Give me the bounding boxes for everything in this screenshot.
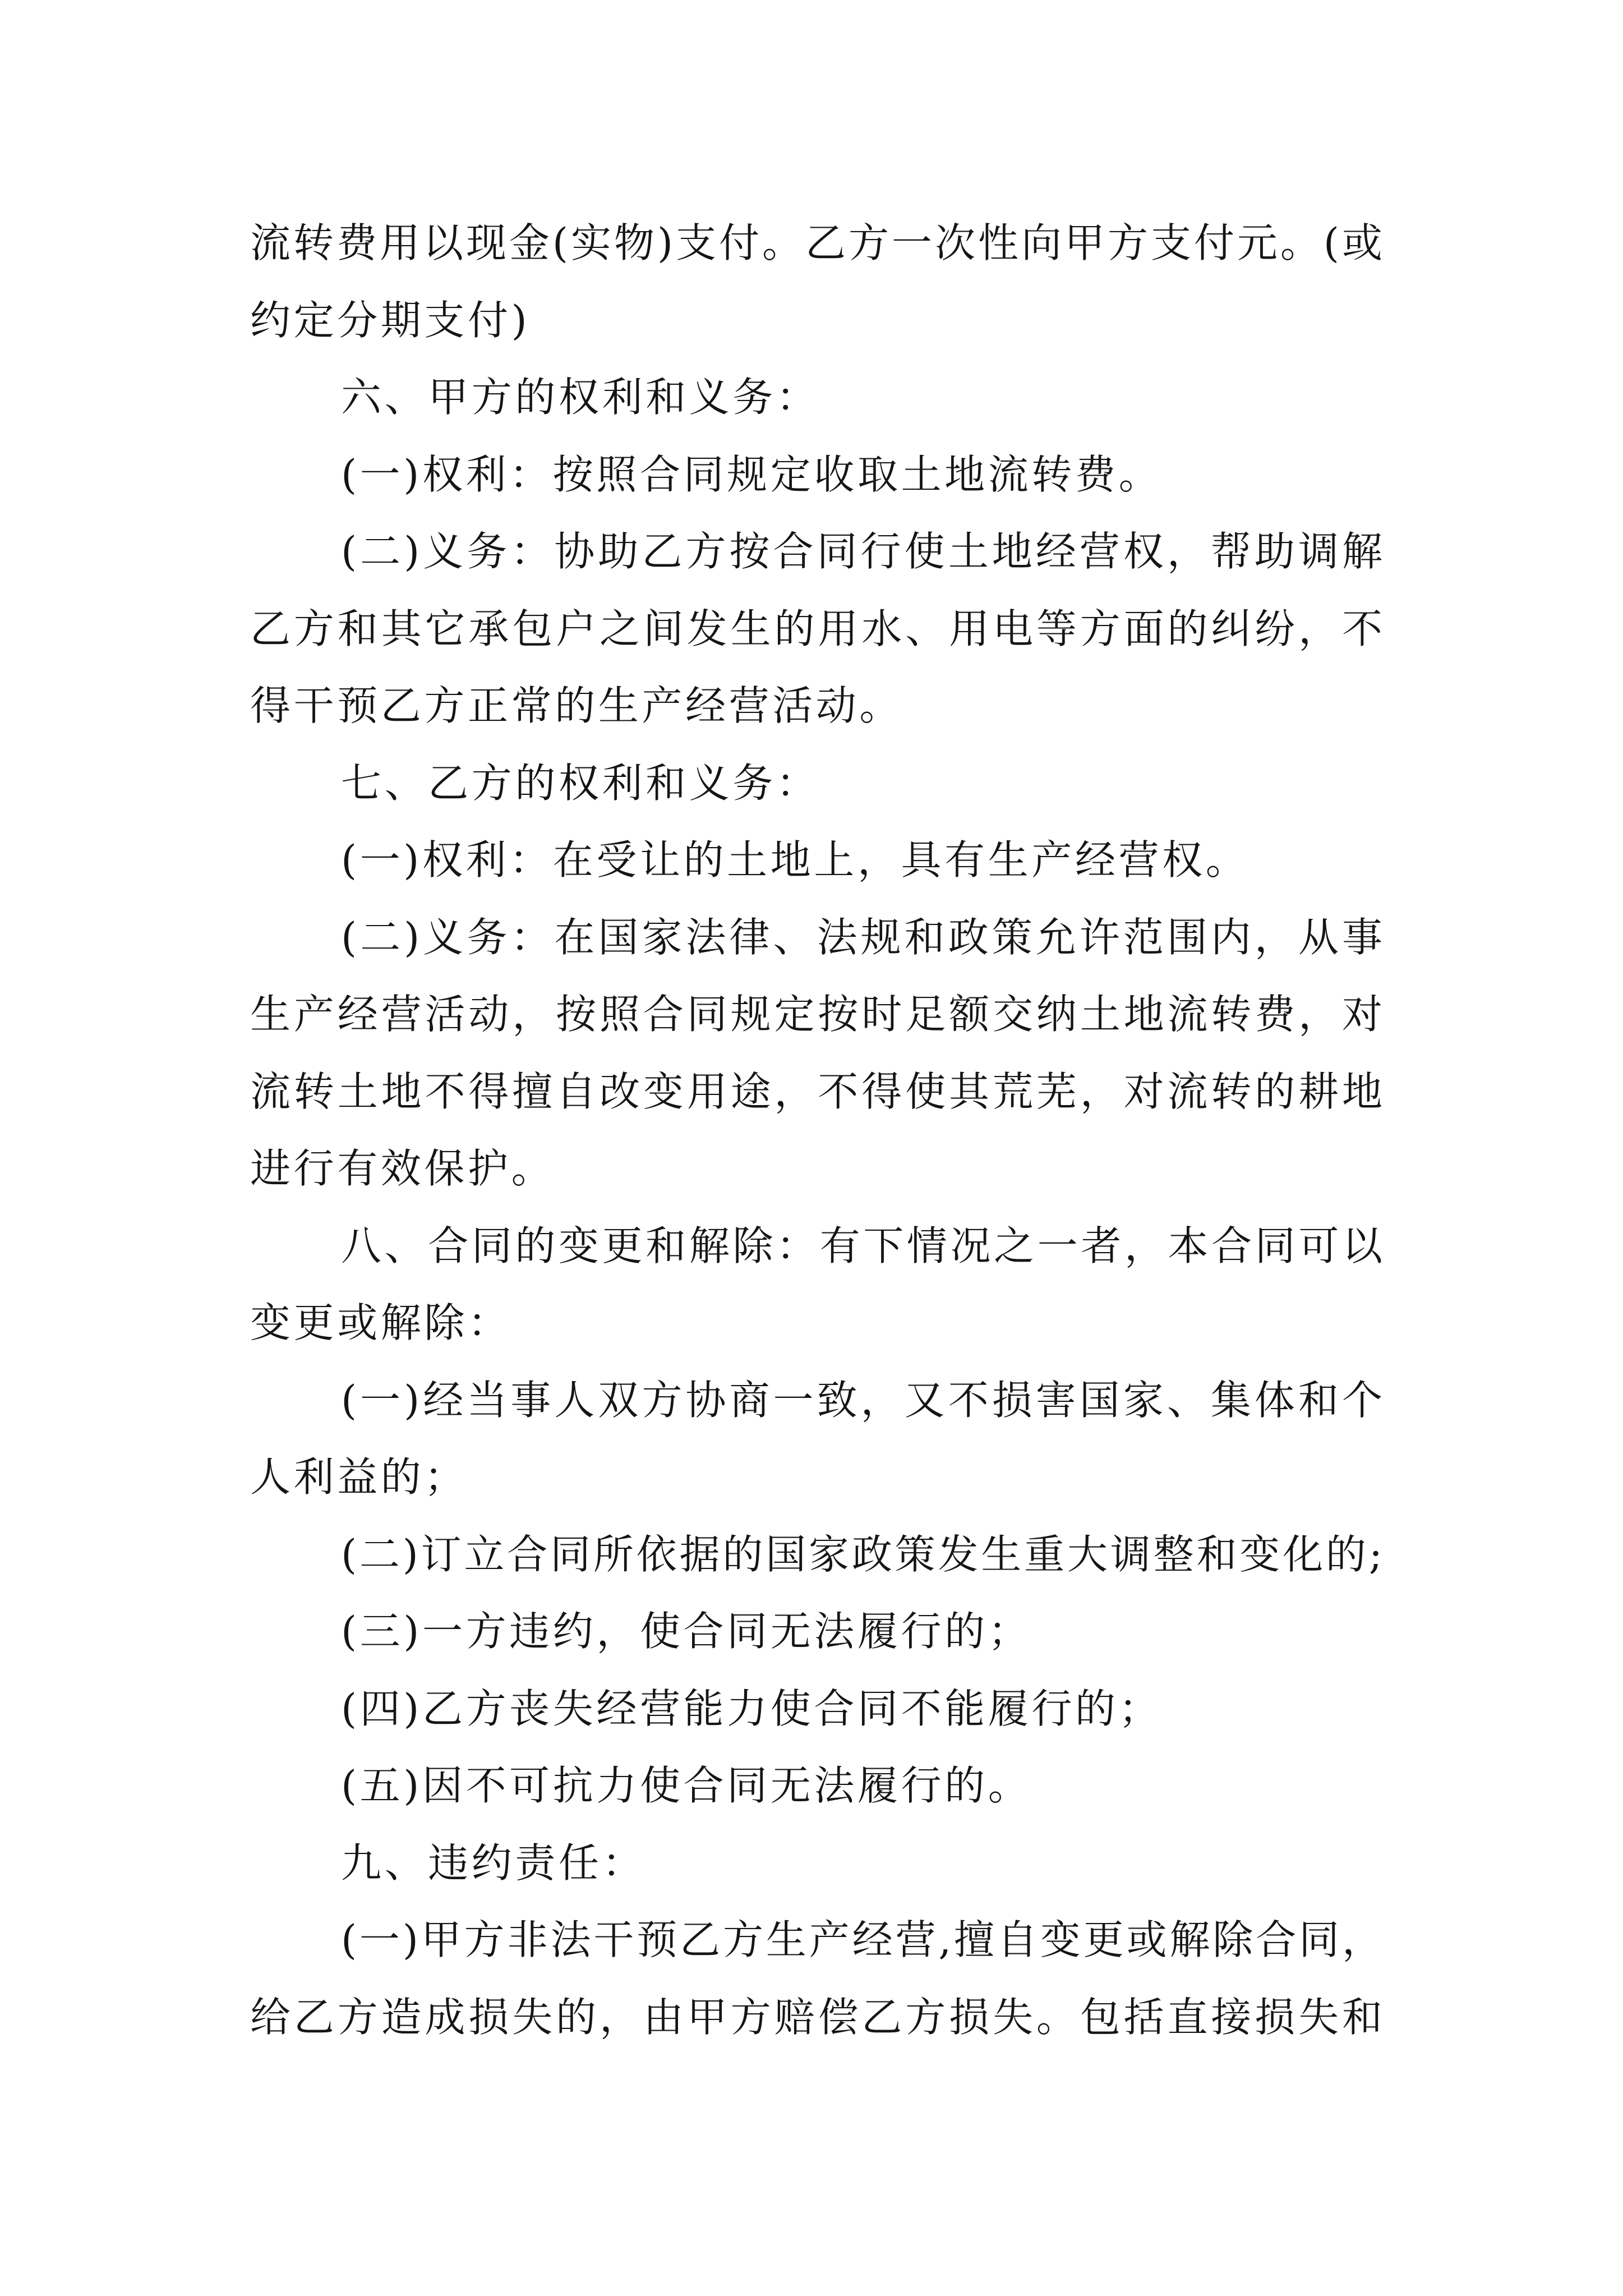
text-line: (一)经当事人双方协商一致，又不损害国家、集体和个 (341, 1376, 1382, 1424)
text-line: 得干预乙方正常的生产经营活动。 (250, 682, 903, 729)
text-line: 流转费用以现金(实物)支付。乙方一次性向甲方支付元。(或 (250, 219, 1382, 266)
text-line: 流转土地不得擅自改变用途，不得使其荒芜，对流转的耕地 (250, 1068, 1382, 1115)
paragraph (250, 436, 1382, 514)
paragraph (250, 1362, 1382, 1516)
text-line: (一)权利：按照合同规定收取土地流转费。 (341, 450, 1163, 498)
text-line: (二)义务：协助乙方按合同行使土地经营权，帮助调解 (341, 528, 1382, 575)
text-line: 六、甲方的权利和义务： (341, 374, 820, 421)
text-line: (三)一方违约，使合同无法履行的； (341, 1608, 1032, 1655)
text-line: 九、违约责任： (341, 1839, 646, 1887)
text-line: 约定分期支付) (250, 296, 531, 344)
section-heading (250, 359, 1382, 436)
paragraph (250, 1593, 1382, 1671)
paragraph (250, 513, 1382, 745)
text-line: 变更或解除： (250, 1299, 511, 1346)
paragraph (250, 1902, 1382, 2056)
text-line: (五)因不可抗力使合同无法履行的。 (341, 1762, 1032, 1809)
paragraph (250, 1516, 1382, 1594)
document-body (250, 205, 1382, 2056)
section-heading (250, 1208, 1382, 1362)
text-line: (二)义务：在国家法律、法规和政策允许范围内，从事 (341, 913, 1382, 961)
paragraph (250, 822, 1382, 899)
text-line: 八、合同的变更和解除：有下情况之一者，本合同可以 (341, 1222, 1382, 1269)
paragraph (250, 205, 1382, 359)
section-heading (250, 1825, 1382, 1902)
text-line: 乙方和其它承包户之间发生的用水、用电等方面的纠纷，不 (250, 605, 1382, 652)
paragraph (250, 1747, 1382, 1825)
text-line: 进行有效保护。 (250, 1145, 555, 1192)
text-line: 生产经营活动，按照合同规定按时足额交纳土地流转费，对 (250, 991, 1382, 1038)
paragraph (250, 899, 1382, 1208)
section-heading (250, 745, 1382, 822)
text-line: 七、乙方的权利和义务： (341, 759, 820, 807)
text-line: (二)订立合同所依据的国家政策发生重大调整和变化的; (341, 1530, 1382, 1578)
text-line: 人利益的； (250, 1453, 468, 1501)
text-line: (四)乙方丧失经营能力使合同不能履行的； (341, 1685, 1163, 1732)
text-line: (一)权利：在受让的土地上，具有生产经营权。 (341, 836, 1249, 884)
text-line: 给乙方造成损失的，由甲方赔偿乙方损失。包括直接损失和 (250, 1993, 1382, 2041)
text-line: (一)甲方非法干预乙方生产经营,擅自变更或解除合同， (341, 1916, 1382, 1963)
paragraph (250, 1671, 1382, 1748)
